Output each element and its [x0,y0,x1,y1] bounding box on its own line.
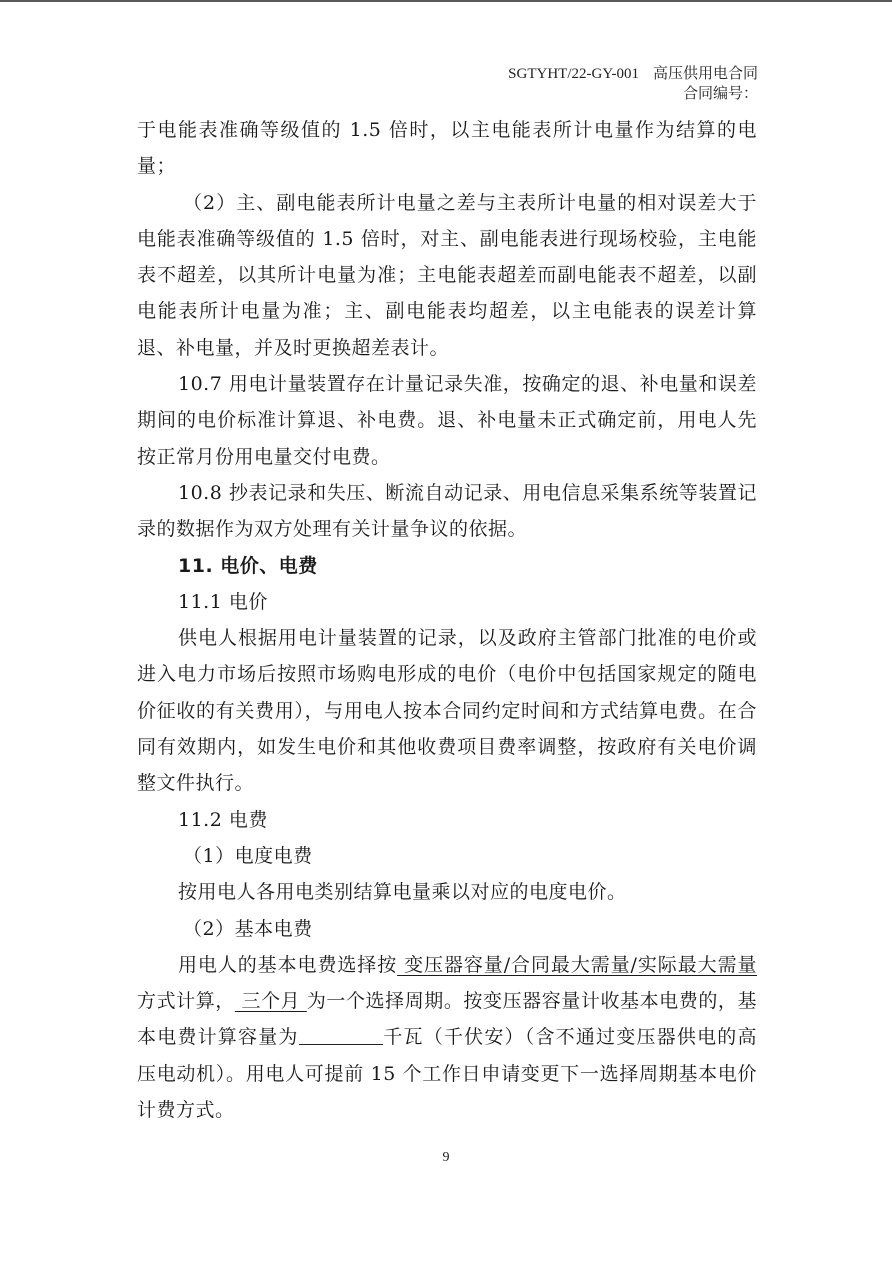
header-line-1 [508,64,758,84]
document-body [137,112,757,1128]
document-header [508,64,758,104]
list-item: （1）电度电费 [183,844,313,867]
contract-code: SGTYHT/22-GY-001 [508,66,639,82]
text-run: 千瓦（千伏安）（含不通过变压器供电的高压电动机）。用电人可提前 15 个工作日申请变更下一选择周期基本电价计费方式。 [137,1026,757,1122]
paragraph: 于电能表准确等级值的 1.5 倍时，以主电能表所计电量作为结算的电量； [137,119,757,178]
paragraph: 供电人根据用电计量装置的记录，以及政府主管部门批准的电价或进入电力市场后按照市场购电形成的电价（电价中包括国家规定的随电价征收的有关费用），与用电人按本合同约定时间和方式结算电费。在合同有效期内，如发生电价和其他收费项目费率调整，按政府有关电价调整文件执行。 [137,627,757,795]
subsection-heading: 11.2 电费 [178,808,268,831]
blank-field-capacity [299,1024,383,1045]
paragraph: 按用电人各用电类别结算电量乘以对应的电度电价。 [178,881,627,904]
text-run: 用电人的基本电费选择按 [178,953,398,976]
page-number: 9 [442,1150,450,1165]
paragraph: （2）主、副电能表所计电量之差与主表所计电量的相对误差大于电能表准确等级值的 1.5 倍时，对主、副电能表进行现场校验，主电能表不超差，以其所计电量为准；主电能表超差而副电能表不超差，以副电能表所计电量为准；主、副电能表均超差，以主电能表的误差计算退、补电量，并及时更换超差表计。 [137,191,757,359]
paragraph [137,947,757,1128]
filled-field-period: 三个月 [234,990,307,1013]
section-heading: 11. 电价、电费 [178,554,318,577]
text-run: 方式计算， [137,990,235,1013]
contract-title: 高压供用电合同 [652,66,758,82]
top-border [0,0,892,2]
filled-field-billing-method: 变压器容量/合同最大需量/实际最大需量 [397,953,757,976]
contract-number-label: 合同编号： [682,86,758,102]
paragraph: 10.7 用电计量装置存在计量记录失准，按确定的退、补电量和误差期间的电价标准计算退、补电费。退、补电量未正式确定前，用电人先按正常月份用电量交付电费。 [137,373,757,468]
text-run: 为一个选择周期。按变压器容量计收基本电费的，基本电费计算容量为 [137,990,757,1049]
subsection-heading: 11.1 电价 [178,590,268,613]
list-item: （2）基本电费 [183,917,313,940]
paragraph: 10.8 抄表记录和失压、断流自动记录、用电信息采集系统等装置记录的数据作为双方处理有关计量争议的依据。 [137,481,757,541]
